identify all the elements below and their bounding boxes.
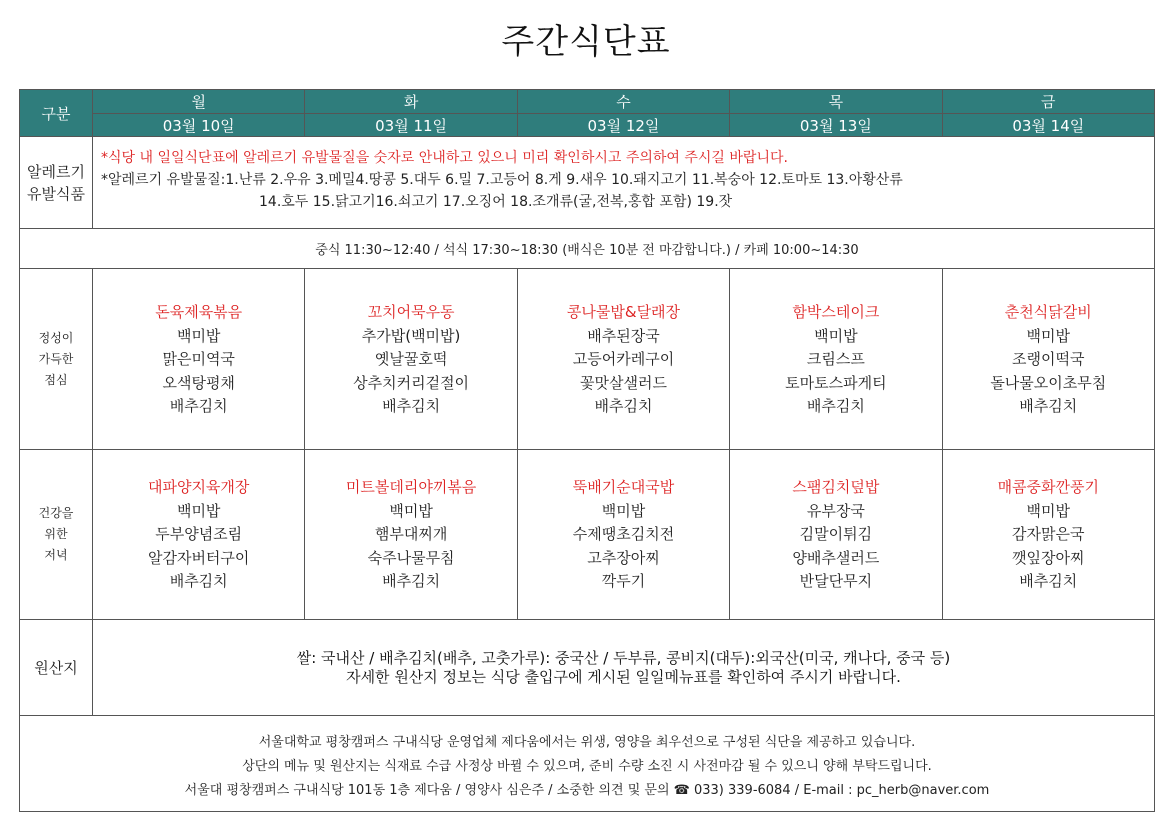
- lunch-item: 고등어카레구이: [572, 350, 675, 368]
- header-date-tue: 03월 11일: [305, 114, 517, 137]
- header-date-wed: 03월 12일: [517, 114, 729, 137]
- dinner-item: 깻잎장아찌: [1012, 548, 1085, 567]
- dinner-tue: [305, 450, 517, 620]
- footer-line3: 서울대 평창캠퍼스 구내식당 101동 1층 제다움 / 영양사 심은주 / 소중한 의견 및 문의 ☎ 033) 339-6084 / E-mail : pc_herb@naver.com: [184, 782, 990, 798]
- dinner-mon: [93, 450, 305, 620]
- dinner-wed: [517, 450, 729, 620]
- lunch-item: 맑은미역국: [162, 350, 235, 368]
- lunch-main-dish: 돈육제육볶음: [155, 303, 243, 321]
- footer-line1: 서울대학교 평창캠퍼스 구내식당 운영업체 제다움에서는 위생, 영양을 최우선으로 구성된 식단을 제공하고 있습니다.: [258, 734, 916, 750]
- dinner-item: 백미밥: [1026, 501, 1071, 520]
- footer-line2: 상단의 메뉴 및 원산지는 식재료 수급 사정상 바뀔 수 있으며, 준비 수량 소진 시 사전마감 될 수 있으니 양해 부탁드립니다.: [242, 758, 932, 774]
- lunch-item: 추가밥(백미밥): [361, 326, 461, 345]
- origin-row: [20, 620, 1155, 716]
- dinner-main-dish: 매콤중화깐풍기: [997, 478, 1099, 496]
- header-day-mon: 월: [93, 90, 305, 114]
- lunch-main-dish: 꼬치어묵우동: [367, 303, 455, 321]
- allergy-list-line1: *알레르기 유발물질:1.난류 2.우유 3.메밀4.땅콩 5.대두 6.밀 7.고등어 8.게 9.새우 10.돼지고기 11.복숭아 12.토마토 13.아황산류: [101, 172, 903, 188]
- allergy-label-line1: 알레르기: [27, 162, 85, 181]
- dinner-label-line2: 위한: [44, 527, 68, 541]
- origin-label: 원산지: [20, 620, 93, 716]
- hours-row: [20, 229, 1155, 269]
- dinner-label-line3: 저녁: [44, 548, 68, 562]
- dinner-item: 양배추샐러드: [792, 548, 880, 567]
- dinner-item: 알감자버터구이: [147, 548, 250, 567]
- lunch-wed: [517, 269, 729, 450]
- allergy-list-line2: 14.호두 15.닭고기16.쇠고기 17.오징어 18.조개류(굴,전복,홍합 포함) 19.잣: [259, 194, 733, 210]
- origin-line1: 쌀: 국내산 / 배추김치(배추, 고춧가루): 중국산 / 두부류, 콩비지(대두):외국산(미국, 캐나다, 중국 등): [296, 648, 951, 667]
- dinner-label-line1: 건강을: [38, 506, 74, 520]
- header-day-wed: 수: [517, 90, 729, 114]
- service-hours: 중식 11:30~12:40 / 석식 17:30~18:30 (배식은 10분 전 마감합니다.) / 카페 10:00~14:30: [20, 229, 1155, 269]
- lunch-item: 배추된장국: [587, 326, 660, 345]
- footer-info: [20, 716, 1155, 812]
- lunch-item: 백미밥: [1026, 326, 1071, 345]
- lunch-item: 오색탕평채: [162, 373, 235, 392]
- dinner-item: 유부장국: [806, 501, 865, 520]
- header-day-row: [20, 90, 1155, 114]
- lunch-thu: [730, 269, 942, 450]
- header-day-tue: 화: [305, 90, 517, 114]
- allergy-warning: *식당 내 일일식단표에 알레르기 유발물질을 숫자로 안내하고 있으니 미리 확인하시고 주의하여 주시길 바랍니다.: [101, 150, 788, 166]
- lunch-fri: [942, 269, 1154, 450]
- dinner-item: 감자맑은국: [1012, 525, 1085, 543]
- lunch-item: 백미밥: [176, 326, 221, 345]
- origin-line2: 자세한 원산지 정보는 식당 출입구에 게시된 일일메뉴표를 확인하여 주시기 바랍니다.: [346, 667, 901, 686]
- dinner-label: [20, 450, 93, 620]
- dinner-main-dish: 스팸김치덮밥: [792, 478, 880, 496]
- dinner-item: 수제땡초김치전: [572, 525, 675, 543]
- lunch-label: [20, 269, 93, 450]
- lunch-item: 옛날꿀호떡: [374, 350, 448, 368]
- dinner-main-dish: 뚝배기순대국밥: [572, 478, 675, 496]
- lunch-item: 조랭이떡국: [1012, 350, 1085, 368]
- dinner-item: 배추김치: [382, 572, 441, 590]
- allergy-row: [20, 137, 1155, 229]
- lunch-item: 배추김치: [806, 397, 865, 415]
- dinner-item: 반달단무지: [799, 572, 873, 590]
- allergy-label-line2: 유발식품: [27, 184, 85, 203]
- lunch-main-dish: 콩나물밥&달래장: [566, 303, 681, 321]
- origin-info: [93, 620, 1155, 716]
- lunch-label-line2: 가득한: [38, 351, 74, 366]
- dinner-item: 김말이튀김: [799, 525, 873, 543]
- dinner-item: 백미밥: [389, 501, 433, 520]
- dinner-item: 햄부대찌개: [374, 525, 448, 543]
- dinner-item: 백미밥: [601, 501, 646, 520]
- header-date-row: [20, 114, 1155, 137]
- weekly-menu-table: [19, 89, 1155, 812]
- lunch-label-line3: 점심: [44, 372, 68, 387]
- dinner-item: 두부양념조림: [155, 525, 243, 543]
- allergy-info: [93, 137, 1155, 229]
- lunch-row: [20, 269, 1155, 450]
- header-day-thu: 목: [730, 90, 942, 114]
- page-title: 주간식단표: [501, 22, 671, 62]
- lunch-item: 배추김치: [1019, 397, 1078, 415]
- header-date-mon: 03월 10일: [93, 114, 305, 137]
- lunch-item: 배추김치: [169, 397, 228, 415]
- lunch-item: 백미밥: [814, 326, 858, 345]
- dinner-item: 숙주나물무침: [367, 548, 455, 567]
- dinner-item: 백미밥: [176, 501, 221, 520]
- dinner-row: [20, 450, 1155, 620]
- lunch-mon: [93, 269, 305, 450]
- allergy-label: [20, 137, 93, 229]
- lunch-item: 상추치커리겉절이: [353, 373, 470, 392]
- dinner-thu: [730, 450, 942, 620]
- dinner-item: 배추김치: [1019, 572, 1078, 590]
- footer-row: [20, 716, 1155, 812]
- lunch-label-line1: 정성이: [38, 330, 74, 345]
- header-date-thu: 03월 13일: [730, 114, 942, 137]
- lunch-main-dish: 함박스테이크: [792, 303, 880, 321]
- dinner-item: 배추김치: [169, 572, 228, 590]
- lunch-item: 돌나물오이초무침: [990, 373, 1107, 392]
- dinner-main-dish: 대파양지육개장: [147, 478, 250, 496]
- lunch-main-dish: 춘천식닭갈비: [1004, 303, 1092, 321]
- lunch-item: 토마토스파게티: [785, 373, 887, 392]
- lunch-item: 꽃맛살샐러드: [580, 373, 667, 392]
- dinner-fri: [942, 450, 1154, 620]
- header-label: 구분: [20, 90, 93, 137]
- dinner-item: 깍두기: [601, 572, 646, 590]
- lunch-item: 배추김치: [382, 397, 441, 415]
- lunch-item: 크림스프: [806, 350, 865, 368]
- dinner-item: 고추장아찌: [587, 548, 660, 567]
- dinner-main-dish: 미트볼데리야끼볶음: [345, 478, 477, 496]
- lunch-item: 배추김치: [594, 397, 653, 415]
- header-date-fri: 03월 14일: [942, 114, 1154, 137]
- header-day-fri: 금: [942, 90, 1154, 114]
- lunch-tue: [305, 269, 517, 450]
